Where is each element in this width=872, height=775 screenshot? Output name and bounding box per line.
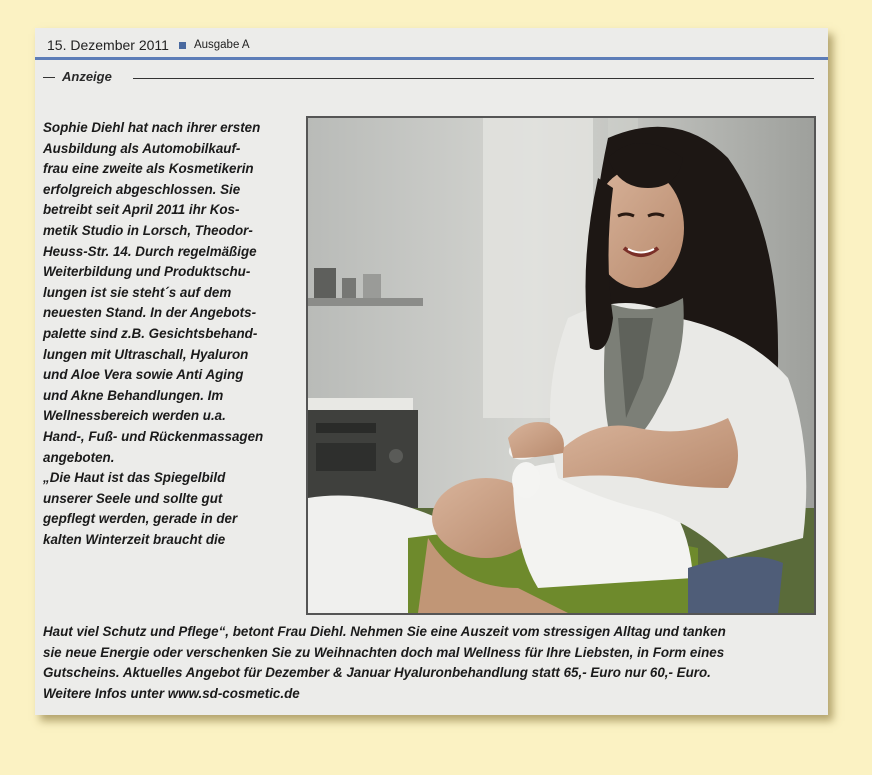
article-photo xyxy=(306,116,816,615)
text-line: lungen ist sie steht´s auf dem xyxy=(43,284,232,300)
article-bottom-text xyxy=(43,622,833,704)
text-line: und Aloe Vera sowie Anti Aging xyxy=(43,367,244,383)
cosmetic-treatment-illustration xyxy=(308,118,814,613)
text-line: neuesten Stand. In der Angebots- xyxy=(43,305,257,321)
text-line: kalten Winterzeit braucht die xyxy=(43,531,226,547)
text-line: und Akne Behandlungen. Im xyxy=(43,387,224,403)
text-line: angeboten. xyxy=(43,449,115,465)
newspaper-header xyxy=(47,36,250,54)
section-heading xyxy=(43,68,814,86)
text-line: betreibt seit April 2011 ihr Kos- xyxy=(43,202,240,218)
text-line: palette sind z.B. Gesichtsbehand- xyxy=(43,325,258,341)
text-line: Ausbildung als Automobilkauf- xyxy=(43,140,241,156)
text-line: erfolgreich abgeschlossen. Sie xyxy=(43,181,241,197)
text-line: lungen mit Ultraschall, Hyaluron xyxy=(43,346,249,362)
text-line: Haut viel Schutz und Pflege“, betont Frau Diehl. Nehmen Sie eine Auszeit vom stressigen Alltag und tanken xyxy=(43,624,726,639)
text-line: frau eine zweite als Kosmetikerin xyxy=(43,161,254,177)
issue-date: 15. Dezember 2011 xyxy=(47,37,169,53)
square-bullet-icon xyxy=(179,42,186,49)
text-line: sie neue Energie oder verschenken Sie zu Weihnachten doch mal Wellness für Ihre Liebsten, in Form eines xyxy=(43,644,725,660)
text-line: Heuss-Str. 14. Durch regelmäßige xyxy=(43,243,257,259)
text-line: gepflegt werden, gerade in der xyxy=(43,511,238,527)
section-label: Anzeige xyxy=(62,69,112,84)
text-line: Sophie Diehl hat nach ihrer ersten xyxy=(43,120,261,135)
header-rule xyxy=(35,57,828,60)
text-line: unserer Seele und sollte gut xyxy=(43,490,223,506)
text-line: Wellnessbereich werden u.a. xyxy=(43,408,226,424)
text-line: Gutscheins. Aktuelles Angebot für Dezember & Januar Hyaluronbehandlung statt 65,- Euro nur 60,- Euro. xyxy=(43,665,711,681)
article-column-text xyxy=(43,118,301,550)
text-line: „Die Haut ist das Spiegelbild xyxy=(43,470,226,486)
section-rule xyxy=(133,78,814,79)
text-line: Weiterbildung und Produktschu- xyxy=(43,264,251,280)
text-line: metik Studio in Lorsch, Theodor- xyxy=(43,222,253,238)
section-dash xyxy=(43,77,55,78)
newspaper-clipping xyxy=(35,28,828,715)
text-line: Hand-, Fuß- und Rückenmassagen xyxy=(43,428,264,444)
edition-label: Ausgabe A xyxy=(193,39,250,51)
text-line: Weitere Infos unter www.sd-cosmetic.de xyxy=(43,685,300,701)
